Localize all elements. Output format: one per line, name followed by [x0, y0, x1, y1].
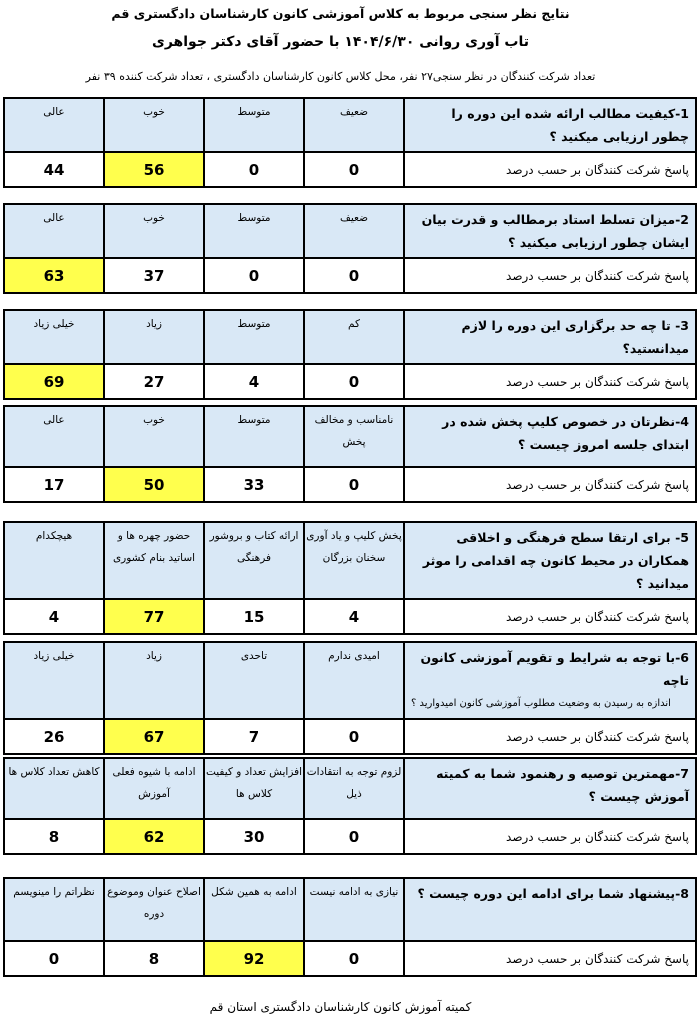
question-text — [404, 878, 696, 941]
option-header: افزایش تعداد و کیفیت کلاس ها — [204, 758, 304, 819]
percent-value: 0 — [304, 719, 404, 754]
question-text — [404, 204, 696, 258]
percent-value: 7 — [204, 719, 304, 754]
percent-value: 0 — [304, 941, 404, 976]
option-header: لزوم توجه به انتقادات ذیل — [304, 758, 404, 819]
question-table-3 — [3, 309, 697, 400]
option-header: هیچکدام — [4, 522, 104, 599]
question-text-line: 5- برای ارتقا سطح فرهنگی و اخلاقی همکاران در محیط کانون چه اقدامی را موثر میدانید ؟ — [422, 530, 689, 591]
percent-value: 33 — [204, 467, 304, 502]
row-label: پاسخ شرکت کنندگان بر حسب درصد — [404, 152, 696, 187]
page-subtitle: تاب آوری روانی ۱۴۰۴/۶/۳۰ با حضور آقای دکتر جواهری — [152, 34, 529, 50]
option-header: متوسط — [204, 98, 304, 152]
percent-value: 15 — [204, 599, 304, 634]
option-header: امیدی ندارم — [304, 642, 404, 719]
percent-value: 8 — [4, 819, 104, 854]
question-text-line: 1-کیفیت مطالب ارائه شده این دوره را چطور ارزیابی میکنید ؟ — [451, 106, 689, 144]
question-table-1 — [3, 97, 697, 188]
percent-value: 30 — [204, 819, 304, 854]
option-header: خوب — [104, 98, 204, 152]
percent-value: 0 — [204, 258, 304, 293]
question-text — [404, 758, 696, 819]
question-text — [404, 98, 696, 152]
percent-value: 0 — [4, 941, 104, 976]
percent-value: 0 — [304, 258, 404, 293]
intro-text: تعداد شرکت کنندگان در نظر سنجی۲۷ نفر، محل کلاس کانون کارشناسان دادگستری ، تعداد شرکت کننده ۳۹ نفر — [85, 70, 596, 83]
percent-value: 0 — [304, 152, 404, 187]
option-header: عالی — [4, 406, 104, 467]
percent-value: 17 — [4, 467, 104, 502]
percent-value: 37 — [104, 258, 204, 293]
question-text — [404, 310, 696, 364]
question-table-6 — [3, 641, 697, 755]
percent-value: 44 — [4, 152, 104, 187]
question-table-5 — [3, 521, 697, 635]
footer-text: کمیته آموزش کانون کارشناسان دادگستری استان قم — [209, 1000, 472, 1014]
question-text-line-2: اندازه به رسیدن به وضعیت مطلوب آموزشی کانون امیدوارید ؟ — [411, 698, 671, 709]
option-header: کاهش تعداد کلاس ها — [4, 758, 104, 819]
percent-value: 4 — [204, 364, 304, 399]
option-header: خیلی زیاد — [4, 642, 104, 719]
row-label: پاسخ شرکت کنندگان بر حسب درصد — [404, 467, 696, 502]
row-label: پاسخ شرکت کنندگان بر حسب درصد — [404, 819, 696, 854]
option-header: حضور چهره ها و اساتید بنام کشوری — [104, 522, 204, 599]
option-header: خوب — [104, 406, 204, 467]
percent-value: 4 — [4, 599, 104, 634]
page-title: نتایج نظر سنجی مربوط به کلاس آموزشی کانون کارشناسان دادگستری قم — [111, 6, 570, 21]
percent-value: 63 — [4, 258, 104, 293]
percent-value: 0 — [204, 152, 304, 187]
percent-value: 56 — [104, 152, 204, 187]
option-header: نامناسب و مخالف پخش — [304, 406, 404, 467]
question-table-7 — [3, 757, 697, 855]
question-text-line: 6-با توجه به شرایط و تقویم آموزشی کانون تاچه — [420, 650, 689, 688]
percent-value: 4 — [304, 599, 404, 634]
option-header: ارائه کتاب و بروشور فرهنگی — [204, 522, 304, 599]
question-text — [404, 522, 696, 599]
question-text-line: 2-میزان تسلط استاد برمطالب و قدرت بیان ایشان چطور ارزیابی میکنید ؟ — [421, 212, 689, 250]
row-label: پاسخ شرکت کنندگان بر حسب درصد — [404, 258, 696, 293]
option-header: زیاد — [104, 310, 204, 364]
row-label: پاسخ شرکت کنندگان بر حسب درصد — [404, 941, 696, 976]
option-header: پخش کلیپ و یاد آوری سخنان بزرگان — [304, 522, 404, 599]
option-header: ادامه با شیوه فعلی آموزش — [104, 758, 204, 819]
option-header: خیلی زیاد — [4, 310, 104, 364]
option-header: عالی — [4, 204, 104, 258]
option-header: عالی — [4, 98, 104, 152]
option-header: تاحدی — [204, 642, 304, 719]
option-header: اصلاح عنوان وموضوع دوره — [104, 878, 204, 941]
row-label: پاسخ شرکت کنندگان بر حسب درصد — [404, 719, 696, 754]
option-header: ادامه به همین شکل — [204, 878, 304, 941]
question-table-8 — [3, 877, 697, 977]
percent-value: 69 — [4, 364, 104, 399]
percent-value: 0 — [304, 364, 404, 399]
percent-value: 62 — [104, 819, 204, 854]
option-header: نیازی به ادامه نیست — [304, 878, 404, 941]
percent-value: 0 — [304, 819, 404, 854]
option-header: کم — [304, 310, 404, 364]
percent-value: 77 — [104, 599, 204, 634]
percent-value: 67 — [104, 719, 204, 754]
percent-value: 92 — [204, 941, 304, 976]
row-label: پاسخ شرکت کنندگان بر حسب درصد — [404, 599, 696, 634]
option-header: متوسط — [204, 406, 304, 467]
option-header: ضعیف — [304, 98, 404, 152]
option-header: خوب — [104, 204, 204, 258]
question-text-line: 4-نظرتان در خصوص کلیپ پخش شده در ابتدای جلسه امروز چیست ؟ — [442, 414, 689, 452]
question-table-2 — [3, 203, 697, 294]
question-text — [404, 406, 696, 467]
option-header: متوسط — [204, 310, 304, 364]
percent-value: 27 — [104, 364, 204, 399]
option-header: متوسط — [204, 204, 304, 258]
percent-value: 50 — [104, 467, 204, 502]
option-header: زیاد — [104, 642, 204, 719]
percent-value: 26 — [4, 719, 104, 754]
question-table-4 — [3, 405, 697, 503]
percent-value: 0 — [304, 467, 404, 502]
option-header: نظراتم را مینویسم — [4, 878, 104, 941]
question-text-line: 7-مهمترین توصیه و رهنمود شما به کمیته آموزش چیست ؟ — [436, 766, 689, 804]
percent-value: 8 — [104, 941, 204, 976]
row-label: پاسخ شرکت کنندگان بر حسب درصد — [404, 364, 696, 399]
option-header: ضعیف — [304, 204, 404, 258]
question-text-line: 3- تا چه حد برگزاری این دوره را لازم میدانستید؟ — [461, 318, 689, 356]
question-text-line: 8-پیشنهاد شما برای ادامه این دوره چیست ؟ — [417, 886, 689, 901]
question-text — [404, 642, 696, 719]
